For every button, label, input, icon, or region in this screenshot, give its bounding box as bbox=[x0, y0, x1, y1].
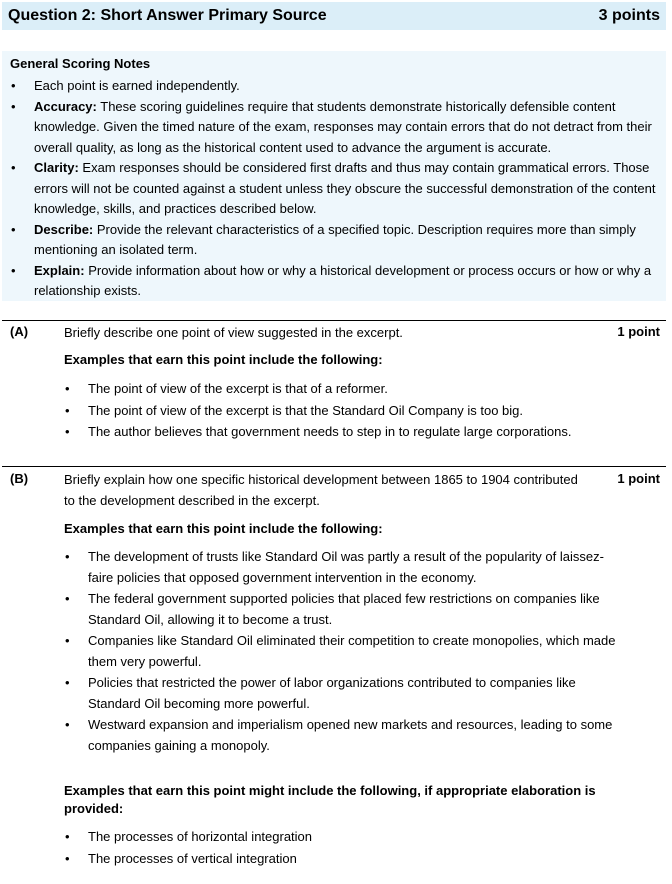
part-a bbox=[2, 322, 666, 462]
notes-title: General Scoring Notes bbox=[10, 56, 151, 71]
part-b-prompt: Briefly explain how one specific historical development between 1865 to 1904 contributed to the development described in the excerpt. bbox=[64, 472, 578, 508]
part-b-examples bbox=[64, 547, 624, 757]
part-a-label: (A) bbox=[10, 324, 29, 339]
question-points: 3 points bbox=[598, 7, 660, 24]
part-a-points: 1 point bbox=[617, 324, 660, 339]
list-item: • Westward expansion and imperialism opened new markets and resources, leading to some companies gaining a monopoly. bbox=[64, 715, 624, 756]
section-divider bbox=[2, 320, 666, 321]
part-b-examples-heading: Examples that earn this point include the following: bbox=[64, 521, 383, 536]
part-b-points: 1 point bbox=[617, 471, 660, 486]
notes-item-accuracy: • Accuracy: These scoring guidelines require that students demonstrate historically defensible content knowledge. Given the timed nature of the exam, responses may contain errors that do not detract from their overall quality, as long as the historical content used to advance the argument is accurate. bbox=[10, 97, 658, 159]
list-item: • Companies like Standard Oil eliminated their competition to create monopolies, which made them very powerful. bbox=[64, 631, 624, 672]
part-a-examples-heading: Examples that earn this point include the following: bbox=[64, 352, 383, 367]
list-item: • Policies that restricted the power of labor organizations contributed to companies like Standard Oil becoming more powerful. bbox=[64, 673, 624, 714]
list-item: • The point of view of the excerpt is that the Standard Oil Company is too big. bbox=[64, 401, 624, 422]
general-scoring-notes bbox=[2, 51, 666, 301]
part-b-elaboration-examples bbox=[64, 827, 624, 870]
list-item: • The author believes that government needs to step in to regulate large corporations. bbox=[64, 422, 624, 443]
list-item: • The processes of vertical integration bbox=[64, 849, 624, 870]
part-b bbox=[2, 469, 666, 879]
part-b-elaboration-heading: Examples that earn this point might include the following, if appropriate elaboration is provided: bbox=[64, 783, 596, 816]
notes-item-describe: • Describe: Provide the relevant characteristics of a specified topic. Description requires more than simply mentioning an isolated term. bbox=[10, 220, 658, 261]
list-item: • The federal government supported policies that placed few restrictions on companies like Standard Oil, allowing it to become a trust. bbox=[64, 589, 624, 630]
notes-item-clarity: • Clarity: Exam responses should be considered first drafts and thus may contain grammatical errors. Those errors will not be counted against a student unless they obscure the successful demonstration of the content knowledge, skills, and practices described below. bbox=[10, 158, 658, 220]
list-item: • The point of view of the excerpt is that of a reformer. bbox=[64, 379, 624, 400]
part-a-examples bbox=[64, 379, 624, 444]
section-divider bbox=[2, 466, 666, 467]
notes-item: • Each point is earned independently. bbox=[10, 76, 658, 97]
notes-item-explain: • Explain: Provide information about how or why a historical development or process occurs or how or why a relationship exists. bbox=[10, 261, 658, 302]
question-header bbox=[2, 2, 666, 30]
notes-list bbox=[10, 76, 658, 302]
part-a-prompt: Briefly describe one point of view suggested in the excerpt. bbox=[64, 325, 403, 340]
list-item: • The processes of horizontal integration bbox=[64, 827, 624, 848]
question-title: Question 2: Short Answer Primary Source bbox=[8, 7, 327, 24]
list-item: • The development of trusts like Standard Oil was partly a result of the popularity of laissez-faire policies that opposed government intervention in the economy. bbox=[64, 547, 624, 588]
part-b-label: (B) bbox=[10, 471, 29, 486]
